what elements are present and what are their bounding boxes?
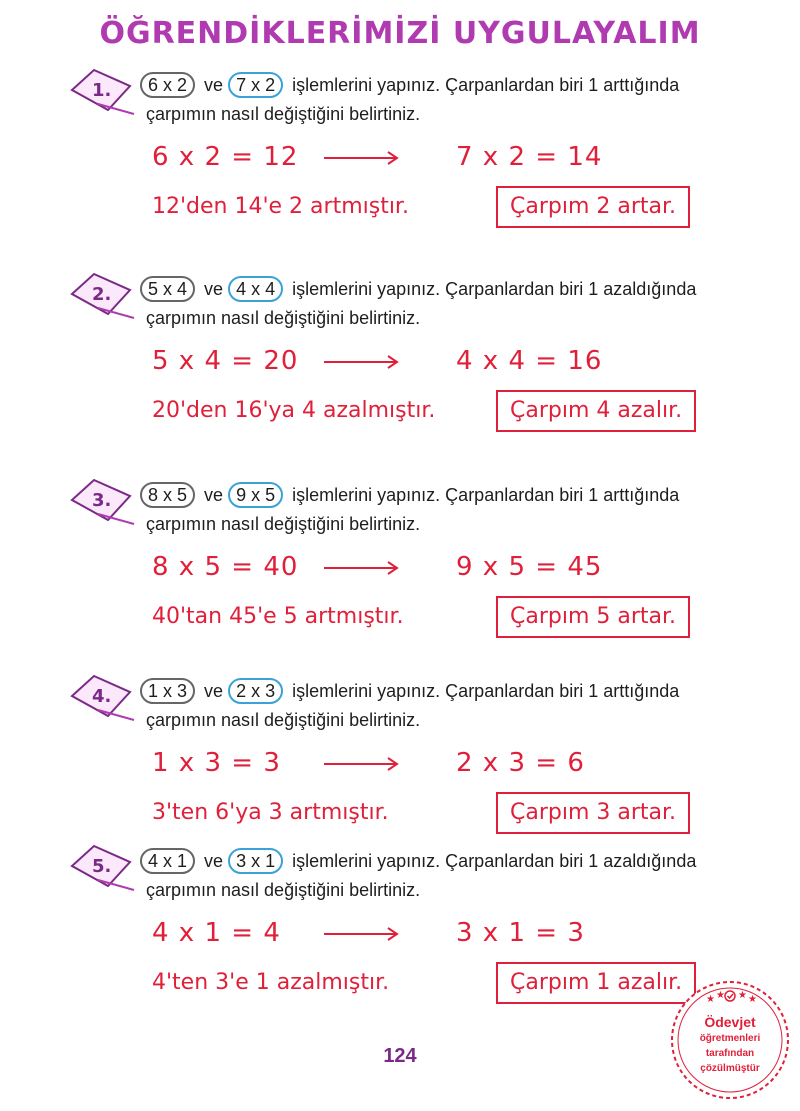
expression-b: 9 x 5	[228, 482, 283, 508]
problem-number: 2.	[92, 284, 112, 305]
answer-left: 4 x 1 = 4	[152, 918, 281, 948]
svg-text:★: ★	[738, 990, 747, 1001]
question-text: işlemlerini yapınız. Çarpanlardan biri 1 arttığında	[292, 681, 680, 701]
svg-text:★: ★	[748, 994, 757, 1005]
stamp-line-3: tarafından	[705, 1048, 755, 1059]
difference-text: 12'den 14'e 2 artmıştır.	[152, 194, 409, 219]
connector-text: ve	[204, 851, 224, 871]
solved-stamp	[668, 978, 792, 1102]
problem-number: 1.	[92, 80, 112, 101]
answer-right: 7 x 2 = 14	[456, 142, 603, 172]
stamp-line-1: Ödevjet	[704, 1014, 756, 1030]
problem-1	[0, 70, 800, 270]
page-number: 124	[383, 1045, 417, 1067]
page-title: ÖĞRENDİKLERİMİZİ UYGULAYALIM	[99, 16, 701, 51]
svg-text:★: ★	[706, 994, 715, 1005]
question-line-2: çarpımın nasıl değiştiğini belirtiniz.	[146, 514, 421, 534]
expression-b: 7 x 2	[228, 72, 283, 98]
question-text: işlemlerini yapınız. Çarpanlardan biri 1 arttığında	[292, 75, 680, 95]
question-line-1	[140, 72, 679, 98]
problem-2	[0, 274, 800, 474]
answer-right: 3 x 1 = 3	[456, 918, 585, 948]
right-arrow-icon	[322, 558, 400, 578]
expression-a: 6 x 2	[140, 72, 195, 98]
expression-a: 5 x 4	[140, 276, 195, 302]
answer-left: 1 x 3 = 3	[152, 748, 281, 778]
difference-text: 20'den 16'ya 4 azalmıştır.	[152, 398, 436, 423]
conclusion-box: Çarpım 5 artar.	[496, 596, 690, 638]
question-text: işlemlerini yapınız. Çarpanlardan biri 1 azaldığında	[292, 851, 697, 871]
question-line-2: çarpımın nasıl değiştiğini belirtiniz.	[146, 710, 421, 730]
expression-a: 1 x 3	[140, 678, 195, 704]
conclusion-box: Çarpım 2 artar.	[496, 186, 690, 228]
answer-left: 6 x 2 = 12	[152, 142, 299, 172]
problem-number: 5.	[92, 856, 112, 877]
conclusion-box: Çarpım 3 artar.	[496, 792, 690, 834]
question-line-1	[140, 848, 696, 874]
difference-text: 3'ten 6'ya 3 artmıştır.	[152, 800, 389, 825]
conclusion-box: Çarpım 1 azalır.	[496, 962, 696, 1004]
right-arrow-icon	[322, 148, 400, 168]
question-line-1	[140, 678, 679, 704]
question-line-2: çarpımın nasıl değiştiğini belirtiniz.	[146, 104, 421, 124]
expression-a: 4 x 1	[140, 848, 195, 874]
stamp-line-2: öğretmenleri	[699, 1033, 761, 1044]
problem-number: 4.	[92, 686, 112, 707]
connector-text: ve	[204, 681, 224, 701]
expression-a: 8 x 5	[140, 482, 195, 508]
answer-left: 8 x 5 = 40	[152, 552, 299, 582]
connector-text: ve	[204, 75, 224, 95]
question-line-2: çarpımın nasıl değiştiğini belirtiniz.	[146, 880, 421, 900]
right-arrow-icon	[322, 924, 400, 944]
question-line-1	[140, 482, 679, 508]
right-arrow-icon	[322, 754, 400, 774]
right-arrow-icon	[322, 352, 400, 372]
difference-text: 4'ten 3'e 1 azalmıştır.	[152, 970, 390, 995]
answer-right: 9 x 5 = 45	[456, 552, 603, 582]
connector-text: ve	[204, 485, 224, 505]
stamp-line-4: çözülmüştür	[700, 1063, 760, 1074]
conclusion-box: Çarpım 4 azalır.	[496, 390, 696, 432]
connector-text: ve	[204, 279, 224, 299]
question-line-2: çarpımın nasıl değiştiğini belirtiniz.	[146, 308, 421, 328]
expression-b: 4 x 4	[228, 276, 283, 302]
answer-right: 2 x 3 = 6	[456, 748, 585, 778]
svg-text:★: ★	[716, 990, 725, 1001]
problem-number: 3.	[92, 490, 112, 511]
question-text: işlemlerini yapınız. Çarpanlardan biri 1 azaldığında	[292, 279, 697, 299]
answer-left: 5 x 4 = 20	[152, 346, 299, 376]
answer-right: 4 x 4 = 16	[456, 346, 603, 376]
difference-text: 40'tan 45'e 5 artmıştır.	[152, 604, 404, 629]
question-text: işlemlerini yapınız. Çarpanlardan biri 1 arttığında	[292, 485, 680, 505]
expression-b: 2 x 3	[228, 678, 283, 704]
expression-b: 3 x 1	[228, 848, 283, 874]
question-line-1	[140, 276, 696, 302]
problem-3	[0, 480, 800, 680]
